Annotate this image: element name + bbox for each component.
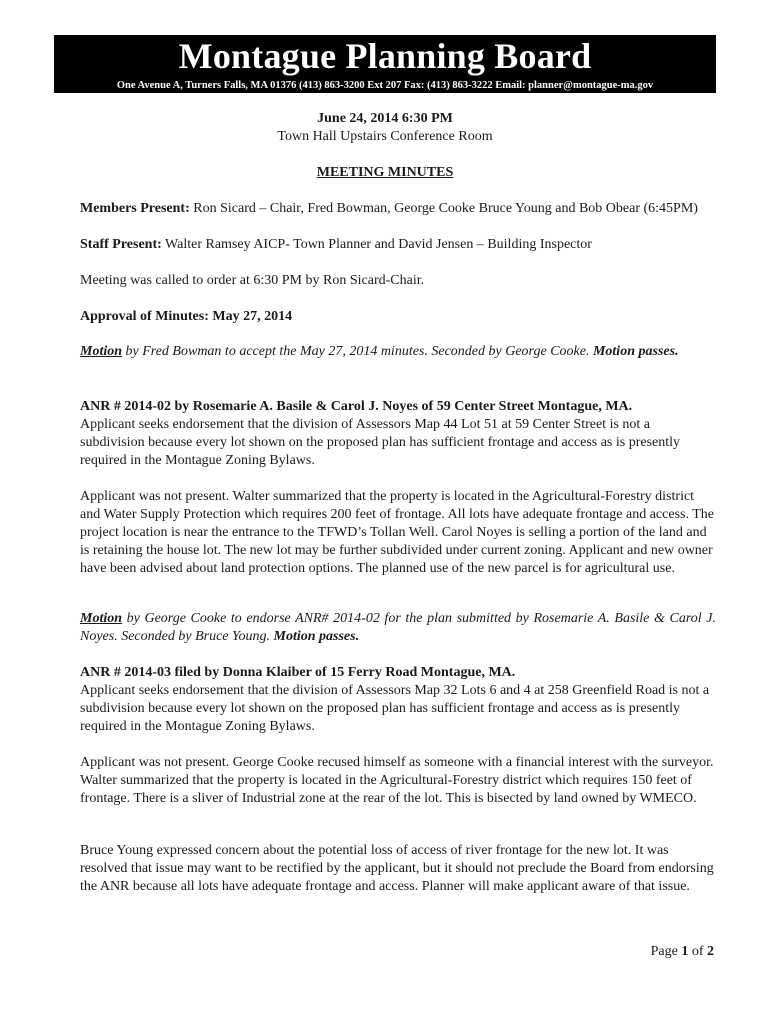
anr-2014-02-motion [80,610,716,646]
page-of: of [688,944,707,959]
meeting-location: Town Hall Upstairs Conference Room [277,129,493,144]
minutes-heading-text: MEETING MINUTES [316,165,454,180]
motion-label: Motion [80,344,123,359]
anr-2014-03-discussion: Applicant was not present. George Cooke recused himself as someone with a financial interest with the surveyor. Walter summarized that the property is located in the Agricultural-Forestry district which requires 150 feet of frontage. There is a sliver of Industrial zone at the rear of the lot. This is bisected by land owned by WMECO. [80,755,714,806]
motion-result: Motion passes. [273,629,360,644]
anr-2014-02-heading: ANR # 2014-02 by Rosemarie A. Basile & Carol J. Noyes of 59 Center Street Montague, MA. [80,399,633,414]
page-label: Page [650,944,682,959]
staff-label: Staff Present: [80,237,162,252]
organization-title: Montague Planning Board [178,36,592,76]
staff-list: Walter Ramsey AICP- Town Planner and David Jensen – Building Inspector [161,237,592,252]
members-present [80,200,716,218]
anr-2014-02-discussion: Applicant was not present. Walter summarized that the property is located in the Agricultural-Forestry district and Water Supply Protection which requires 200 feet of frontage. All lots have adequate frontage and access. The project location is near the entrance to the TFWD’s Tollan Well. Carol Noyes is selling a portion of the land and is retaining the house lot. The new lot may be further subdivided under current zoning. Applicant and new owner have been advised about land protection options. The planned use of the new parcel is for agricultural use. [80,489,714,576]
letterhead-banner [54,35,716,93]
anr-2014-03-heading: ANR # 2014-03 filed by Donna Klaiber of 15 Ferry Road Montague, MA. [80,665,516,680]
staff-present [80,236,716,254]
minutes-heading [0,164,770,182]
motion-text: by Fred Bowman to accept the May 27, 2014 minutes. Seconded by George Cooke. [122,344,593,359]
meeting-datetime: June 24, 2014 6:30 PM [317,111,453,126]
anr-2014-03-description: Applicant seeks endorsement that the division of Assessors Map 32 Lots 6 and 4 at 258 Greenfield Road is not a subdivision because every lot shown on the proposed plan has sufficient frontage and access as is presently required in the Montague Zoning Bylaws. [80,683,710,734]
approval-heading: Approval of Minutes: May 27, 2014 [80,309,293,324]
members-label: Members Present: [80,201,190,216]
members-list: Ron Sicard – Chair, Fred Bowman, George Cooke Bruce Young and Bob Obear (6:45PM) [189,201,698,216]
anr-2014-03-concern: Bruce Young expressed concern about the potential loss of access of river frontage for the new lot. It was resolved that issue may want to be rectified by the applicant, but it should not preclude the Board from endorsing the ANR because all lots have adequate frontage and access. Planner will make applicant aware of that issue. [80,843,714,894]
motion-result: Motion passes. [592,344,679,359]
organization-address: One Avenue A, Turners Falls, MA 01376 (413) 863-3200 Ext 207 Fax: (413) 863-3222 Email: planner@montague-ma.gov [116,80,654,91]
page-total: 2 [707,944,714,959]
page-current: 1 [681,944,689,959]
anr-2014-02-description: Applicant seeks endorsement that the division of Assessors Map 44 Lot 51 at 59 Center Street is not a subdivision because every lot shown on the proposed plan has sufficient frontage and access as is presently required in the Montague Zoning Bylaws. [80,417,681,468]
motion-text: by George Cooke to endorse ANR# 2014-02 for the plan submitted by Rosemarie A. Basile & Carol J. Noyes. Seconded by Bruce Young. [80,611,716,644]
call-to-order: Meeting was called to order at 6:30 PM by Ron Sicard-Chair. [80,273,425,288]
motion-label: Motion [80,611,123,626]
page-number [651,943,714,961]
approval-motion [80,343,716,361]
